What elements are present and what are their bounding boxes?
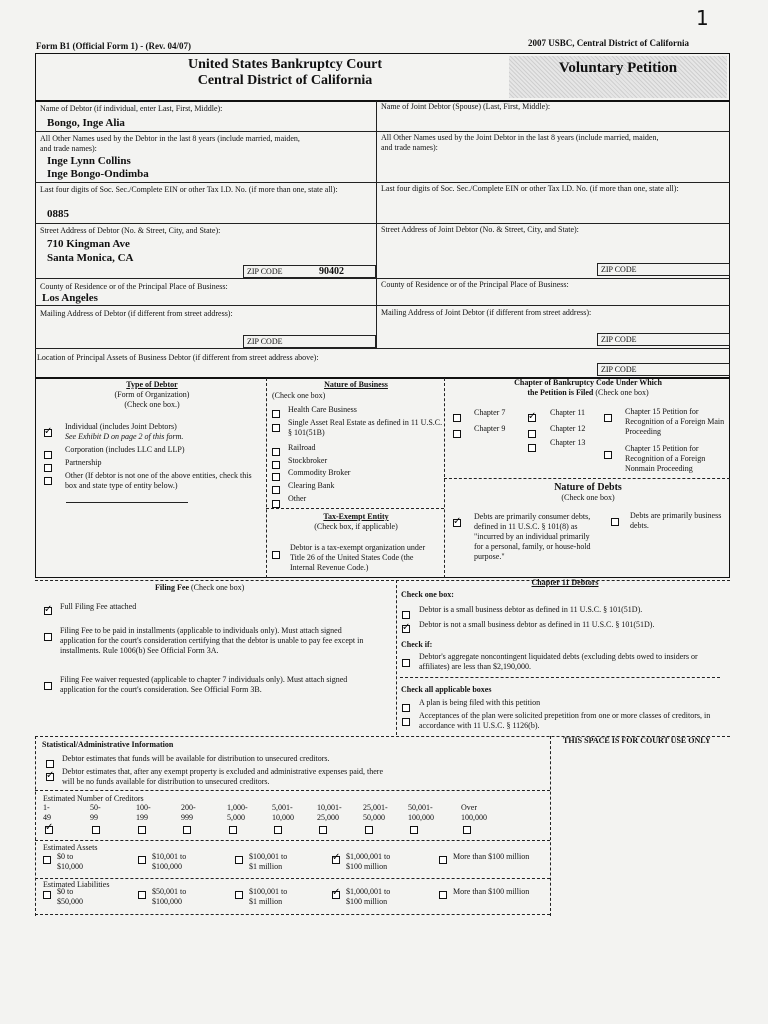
- creditors-label-2: 10,000: [272, 813, 294, 822]
- statistical-heading: Statistical/Administrative Information: [42, 740, 174, 749]
- assets-label-1: $0 to: [57, 852, 74, 861]
- type-other[interactable]: [44, 472, 52, 490]
- chapter-11-debtors-heading: Chapter 11 Debtors: [531, 578, 599, 587]
- chapter-heading: Chapter of Bankruptcy Code Under Which the Petition is Filed (Check one box): [514, 378, 662, 397]
- aggregate-debts-checkbox[interactable]: [402, 654, 410, 672]
- chapter-15-main-checkbox[interactable]: [604, 409, 612, 427]
- debtor-county-value: Los Angeles: [42, 292, 98, 304]
- liabilities-label-1: More than $100 million: [453, 887, 530, 896]
- assets-label-2: $10,000: [57, 862, 83, 871]
- joint-mailing-zip-box: ZIP CODE: [597, 333, 730, 346]
- assets-label-1: More than $100 million: [453, 852, 530, 861]
- joint-county-label: County of Residence or of the Principal Place of Business:: [381, 280, 569, 289]
- creditors-option[interactable]: [272, 803, 294, 834]
- no-funds-checkbox[interactable]: [46, 768, 54, 786]
- assets-row: [43, 852, 548, 876]
- creditors-label-2: 100,000: [408, 813, 434, 822]
- tax-exempt-checkbox[interactable]: [272, 546, 280, 564]
- joint-zip-box: ZIP CODE: [597, 263, 730, 276]
- joint-mailing-label: Mailing Address of Joint Debtor (if different from street address):: [381, 308, 592, 317]
- filing-fee-heading: Filing Fee (Check one box): [155, 583, 245, 592]
- creditors-option[interactable]: [227, 803, 248, 834]
- type-individual[interactable]: [44, 424, 52, 442]
- joint-other-names-label: All Other Names used by the Joint Debtor in the last 8 years (include married, maiden, and trade names):: [381, 133, 659, 152]
- liabilities-option[interactable]: [332, 887, 390, 907]
- liabilities-checkbox: [43, 891, 51, 899]
- petition-title: Voluntary Petition: [558, 60, 678, 76]
- liabilities-label-1: $100,001 to: [249, 887, 288, 896]
- assets-label-1: $100,001 to: [249, 852, 288, 861]
- creditors-checkbox: [319, 826, 327, 834]
- creditors-label-2: 999: [181, 813, 193, 822]
- creditors-option[interactable]: [363, 803, 388, 834]
- nature-of-business-heading: Nature of Business: [324, 380, 388, 389]
- assets-checkbox: [332, 856, 340, 864]
- liabilities-label-1: $1,000,001 to: [346, 887, 391, 896]
- assets-label-2: $100,000: [152, 862, 182, 871]
- assets-label-1: $10,001 to: [152, 852, 187, 861]
- liabilities-label-2: $1 million: [249, 897, 283, 906]
- debtor-county-label: County of Residence or of the Principal Place of Business:: [40, 282, 228, 291]
- creditors-label-2: 5,000: [227, 813, 245, 822]
- creditors-label-1: 50-: [90, 803, 101, 812]
- debtor-other-name-1: Inge Lynn Collins: [47, 155, 131, 167]
- joint-street-label: Street Address of Joint Debtor (No. & Street, City, and State):: [381, 225, 579, 234]
- joint-ssn-label: Last four digits of Soc. Sec./Complete EIN or other Tax I.D. No. (if more than one, state all):: [381, 184, 679, 193]
- creditors-label-1: 1-: [43, 803, 50, 812]
- creditors-label-1: 1,000-: [227, 803, 248, 812]
- court-use-only-label: THIS SPACE IS FOR COURT USE ONLY: [563, 736, 711, 745]
- type-of-debtor-heading: Type of Debtor (Form of Organization) (Check one box.): [114, 380, 190, 409]
- assets-label-1: $1,000,001 to: [346, 852, 391, 861]
- liabilities-label-1: $50,001 to: [152, 887, 187, 896]
- creditors-checkbox: [463, 826, 471, 834]
- chapter-9-checkbox[interactable]: [453, 425, 461, 443]
- liabilities-label-2: $100,000: [152, 897, 182, 906]
- assets-option[interactable]: [43, 852, 83, 872]
- court-name: United States Bankruptcy Court Central District of California: [187, 57, 383, 88]
- liabilities-label-2: $50,000: [57, 897, 83, 906]
- creditors-option[interactable]: [136, 803, 151, 834]
- creditors-label-1: 5,001-: [272, 803, 293, 812]
- assets-checkbox: [235, 856, 243, 864]
- creditors-checkbox: [365, 826, 373, 834]
- creditors-option[interactable]: [43, 803, 53, 834]
- liabilities-option[interactable]: [235, 887, 287, 907]
- location-zip-box: ZIP CODE: [597, 363, 730, 376]
- tax-exempt-heading: Tax-Exempt Entity (Check box, if applicable): [314, 512, 398, 531]
- creditors-checkbox: [92, 826, 100, 834]
- creditors-label-1: 100-: [136, 803, 151, 812]
- debtor-zip-box: ZIP CODE 90402: [243, 265, 376, 278]
- creditors-checkbox: [45, 826, 53, 834]
- liabilities-row: [43, 887, 548, 913]
- debts-consumer-checkbox[interactable]: [453, 514, 461, 532]
- creditors-row: [43, 803, 548, 839]
- chapter-15-nonmain-checkbox[interactable]: [604, 446, 612, 464]
- debtor-ssn-value: 0885: [47, 208, 69, 220]
- creditors-checkbox: [138, 826, 146, 834]
- liabilities-option[interactable]: [138, 887, 186, 907]
- not-small-business-checkbox[interactable]: [402, 620, 410, 638]
- debtor-mailing-zip-box: ZIP CODE: [243, 335, 376, 348]
- liabilities-option[interactable]: [439, 887, 529, 897]
- debts-business-checkbox[interactable]: [611, 513, 619, 531]
- assets-label-2: $1 million: [249, 862, 283, 871]
- creditors-label-2: 99: [90, 813, 98, 822]
- creditors-label-2: 199: [136, 813, 148, 822]
- creditors-option[interactable]: [408, 803, 434, 834]
- liabilities-checkbox: [439, 891, 447, 899]
- liabilities-label-1: $0 to: [57, 887, 74, 896]
- liabilities-checkbox: [332, 891, 340, 899]
- assets-option[interactable]: [235, 852, 287, 872]
- creditors-label-1: 10,001-: [317, 803, 342, 812]
- liabilities-option[interactable]: [43, 887, 83, 907]
- assets-label-2: $100 million: [346, 862, 388, 871]
- debtor-street-2: Santa Monica, CA: [47, 252, 134, 264]
- handwritten-page-number: 1: [696, 6, 709, 30]
- creditors-label-1: 200-: [181, 803, 196, 812]
- assets-checkbox: [43, 856, 51, 864]
- debtor-mailing-label: Mailing Address of Debtor (if different from street address):: [40, 309, 233, 318]
- debtor-other-name-2: Inge Bongo-Ondimba: [47, 168, 149, 180]
- assets-checkbox: [138, 856, 146, 864]
- creditors-label-1: Over: [461, 803, 477, 812]
- creditors-option[interactable]: [90, 803, 101, 834]
- creditors-checkbox: [410, 826, 418, 834]
- creditors-label-2: 25,000: [317, 813, 339, 822]
- debtor-other-names-label: All Other Names used by the Debtor in the last 8 years (include married, maiden, and trade names):: [40, 134, 300, 153]
- assets-option[interactable]: [439, 852, 529, 862]
- business-other[interactable]: [272, 495, 280, 513]
- assets-checkbox: [439, 856, 447, 864]
- location-label: Location of Principal Assets of Business Debtor (if different from street address above):: [37, 353, 319, 362]
- debtor-street-1: 710 Kingman Ave: [47, 238, 130, 250]
- court-reference: 2007 USBC, Central District of California: [528, 38, 689, 48]
- creditors-label-2: 50,000: [363, 813, 385, 822]
- fee-waiver-checkbox[interactable]: [44, 677, 52, 695]
- assets-option[interactable]: [332, 852, 390, 872]
- creditors-label-2: 49: [43, 813, 51, 822]
- acceptances-checkbox[interactable]: [402, 713, 410, 731]
- full-filing-fee-checkbox[interactable]: [44, 602, 52, 620]
- debtor-ssn-label: Last four digits of Soc. Sec./Complete EIN or other Tax I.D. No. (if more than one, state all):: [40, 185, 338, 194]
- nature-of-debts-heading: Nature of Debts (Check one box): [554, 482, 622, 502]
- liabilities-checkbox: [235, 891, 243, 899]
- creditors-label-2: 100,000: [461, 813, 487, 822]
- creditors-option[interactable]: [317, 803, 342, 834]
- creditors-checkbox: [229, 826, 237, 834]
- creditors-label-1: 25,001-: [363, 803, 388, 812]
- debtor-street-label: Street Address of Debtor (No. & Street, City, and State):: [40, 226, 221, 235]
- debtor-zip-value: 90402: [319, 266, 344, 277]
- creditors-checkbox: [183, 826, 191, 834]
- liabilities-checkbox: [138, 891, 146, 899]
- creditors-label-1: 50,001-: [408, 803, 433, 812]
- chapter-13-checkbox[interactable]: [528, 439, 536, 457]
- creditors-option[interactable]: [461, 803, 487, 834]
- business-single-asset[interactable]: [272, 419, 280, 437]
- form-id: Form B1 (Official Form 1) - (Rev. 04/07): [36, 41, 191, 51]
- debtor-name-value: Bongo, Inge Alia: [47, 117, 125, 129]
- joint-name-label: Name of Joint Debtor (Spouse) (Last, First, Middle):: [381, 102, 551, 111]
- debtor-name-label: Name of Debtor (if individual, enter Last, First, Middle):: [40, 104, 223, 113]
- creditors-option[interactable]: [181, 803, 196, 834]
- creditors-checkbox: [274, 826, 282, 834]
- installments-checkbox[interactable]: [44, 628, 52, 646]
- liabilities-label-2: $100 million: [346, 897, 388, 906]
- assets-option[interactable]: [138, 852, 186, 872]
